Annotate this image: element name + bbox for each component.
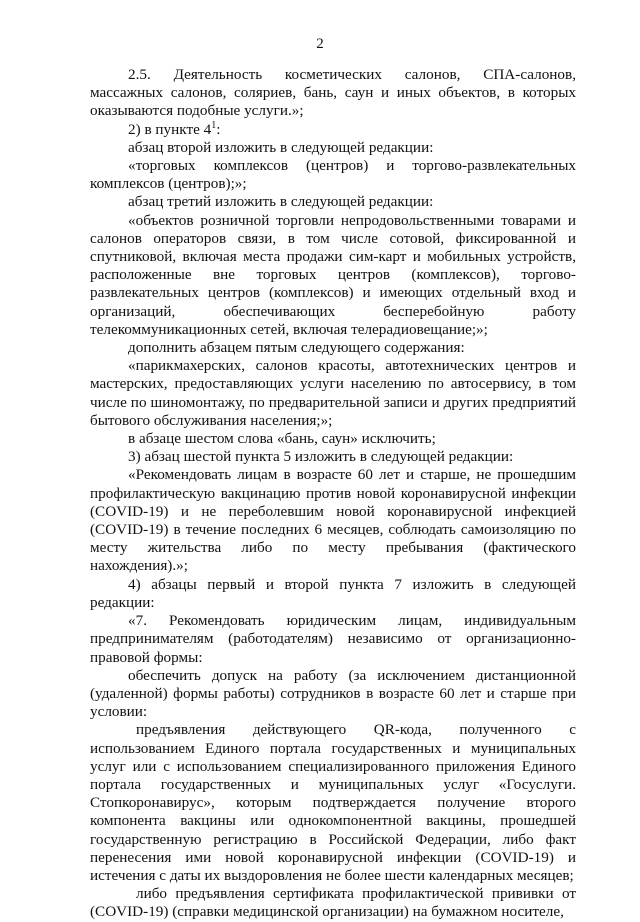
paragraph-2-5: 2.5. Деятельность косметических салонов, СПА-салонов, массажных салонов, соляриев, бань, саун и иных объектов, в которых оказываются подобные услуги.»; [90,66,576,120]
colon: : [216,120,221,138]
paragraph-abzac-3: абзац третий изложить в следующей редакции: [128,193,434,211]
paragraph-point-3: 3) абзац шестой пункта 5 изложить в следующей редакции: [128,448,514,466]
paragraph-certificate: либо предъявления сертификата профилактической прививки от (COVID-19) (справки медицинской организации) на бумажном носителе, [90,885,576,921]
paragraph-quote-hairdressers: «парикмахерских, салонов красоты, автотехнических центров и мастерских, предоставляющих услуги населению по автосервису, в том числе по шиномонтажу, по предварительной записи и других предприятий бытового обслуживания населения;»; [90,357,576,429]
paragraph-quote-recommend: «Рекомендовать лицам в возрасте 60 лет и старше, не прошедшим профилактическую вакцинацию против новой коронавирусной инфекции (COVID-19) и не переболевшим новой коронавирусной инфекцией (COVID-19) в течение последних 6 месяцев, соблюдать самоизоляцию по месту жительства либо по месту пребывания (фактического нахождения).»; [90,466,576,575]
page-number: 2 [316,36,324,52]
paragraph-quote-trade: «торговых комплексов (центров) и торгово-развлекательных комплексов (центров);»; [90,157,576,193]
document-body [90,66,576,922]
paragraph-point-4: 4) абзацы первый и второй пункта 7 изложить в следующей редакции: [90,575,576,611]
superscript-1: 1 [211,119,217,131]
paragraph-quote-7: «7. Рекомендовать юридическим лицам, индивидуальным предпринимателям (работодателям) независимо от организационно-правовой формы: [90,612,576,666]
paragraph-point-2-text: 2) в пункте 4 [128,120,212,138]
paragraph-point-2 [90,121,576,139]
paragraph-abzac-6: в абзаце шестом слова «бань, саун» исключить; [128,430,436,448]
paragraph-abzac-2: абзац второй изложить в следующей редакции: [128,138,434,156]
paragraph-qr-code: предъявления действующего QR-кода, полученного с использованием Единого портала государственных и муниципальных услуг или с использованием специализированного приложения Единого портала государственных и муниципальных услуг «Госуслуги. Стопкоронавирус», которым подтверждается получение второго компонента вакцины или однокомпонентной вакцины, прошедшей государственную регистрацию в Российской Федерации, либо факт перенесения ими новой коронавирусной инфекции (COVID-19) и истечения с даты их выздоровления не более шести календарных месяцев; [90,721,576,884]
paragraph-admission: обеспечить допуск на работу (за исключением дистанционной (удаленной) формы работы) сотрудников в возрасте 60 лет и старше при условии: [90,666,576,721]
paragraph-abzac-5: дополнить абзацем пятым следующего содержания: [128,339,465,357]
paragraph-quote-retail: «объектов розничной торговли непродовольственными товарами и салонов операторов связи, в том числе сотовой, фиксированной и спутниковой, включая места продажи сим-карт и мобильных устройств, расположенные вне торговых центров (комплексов), торгово-развлекательных центров (комплексов) и имеющих отдельный вход и организаций, обеспечивающих бесперебойную работу телекоммуникационных сетей, включая телерадиовещание;»; [90,211,576,338]
